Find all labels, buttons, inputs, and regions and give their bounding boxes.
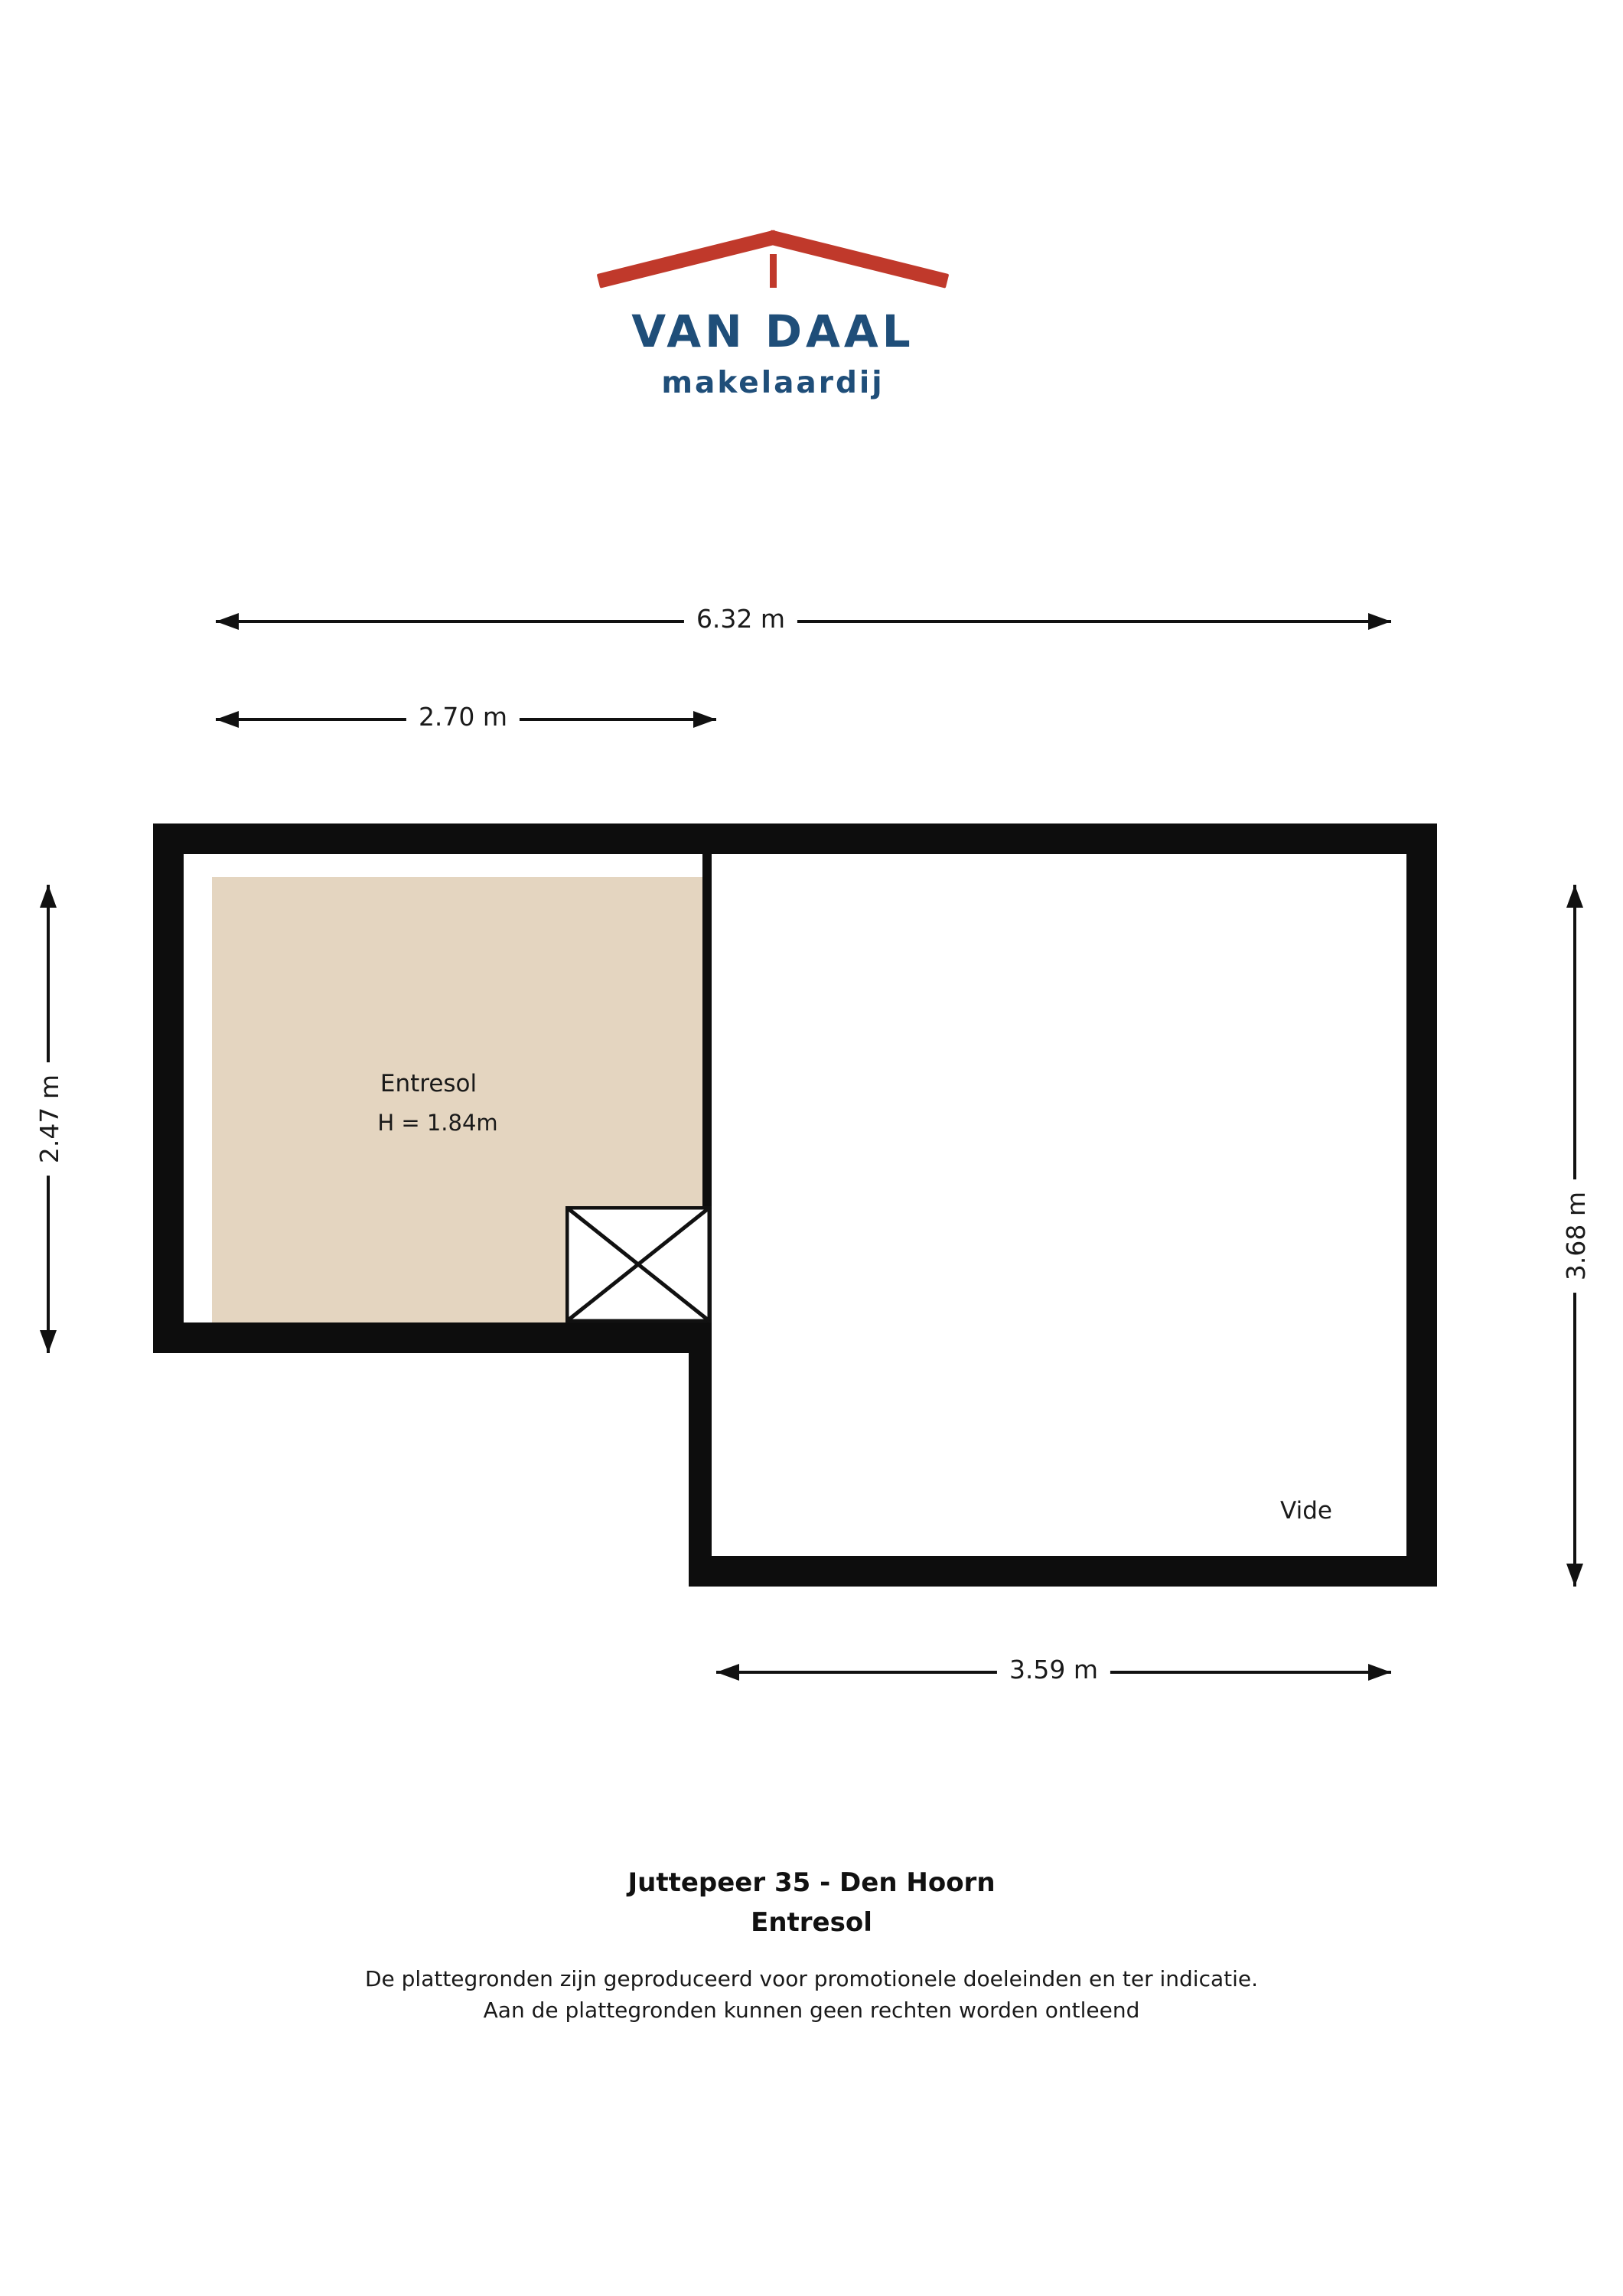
dimension-top-inner: 2.70 m bbox=[406, 702, 520, 732]
logo-company-name: VAN DAAL bbox=[631, 305, 914, 357]
room-height-entresol: H = 1.84m bbox=[377, 1110, 498, 1136]
stair-hatch-icon bbox=[565, 1206, 719, 1344]
room-label-vide: Vide bbox=[1280, 1497, 1332, 1525]
logo-company-subtitle: makelaardij bbox=[661, 366, 885, 400]
wall-top bbox=[153, 823, 1437, 854]
dimension-top-outer: 6.32 m bbox=[684, 604, 797, 634]
room-vide-area bbox=[712, 854, 1406, 1556]
footer-disclaimer-line1: De plattegronden zijn geproduceerd voor promotionele doeleinden en ter indicatie. bbox=[364, 1966, 1259, 1991]
footer-floor: Entresol bbox=[751, 1907, 872, 1938]
dimension-left-vertical: 2.47 m bbox=[34, 1062, 64, 1176]
wall-left bbox=[153, 823, 184, 1353]
wall-right bbox=[1406, 823, 1437, 1587]
wall-bottom-right bbox=[689, 1556, 1437, 1587]
footer bbox=[0, 1867, 1623, 2026]
footer-address: Juttepeer 35 - Den Hoorn bbox=[627, 1867, 996, 1898]
footer-disclaimer-line2: Aan de plattegronden kunnen geen rechten worden ontleend bbox=[483, 1997, 1140, 2023]
dimension-right-vertical: 3.68 m bbox=[1561, 1179, 1591, 1293]
dimension-bottom: 3.59 m bbox=[997, 1655, 1110, 1684]
room-label-entresol: Entresol bbox=[380, 1070, 477, 1097]
